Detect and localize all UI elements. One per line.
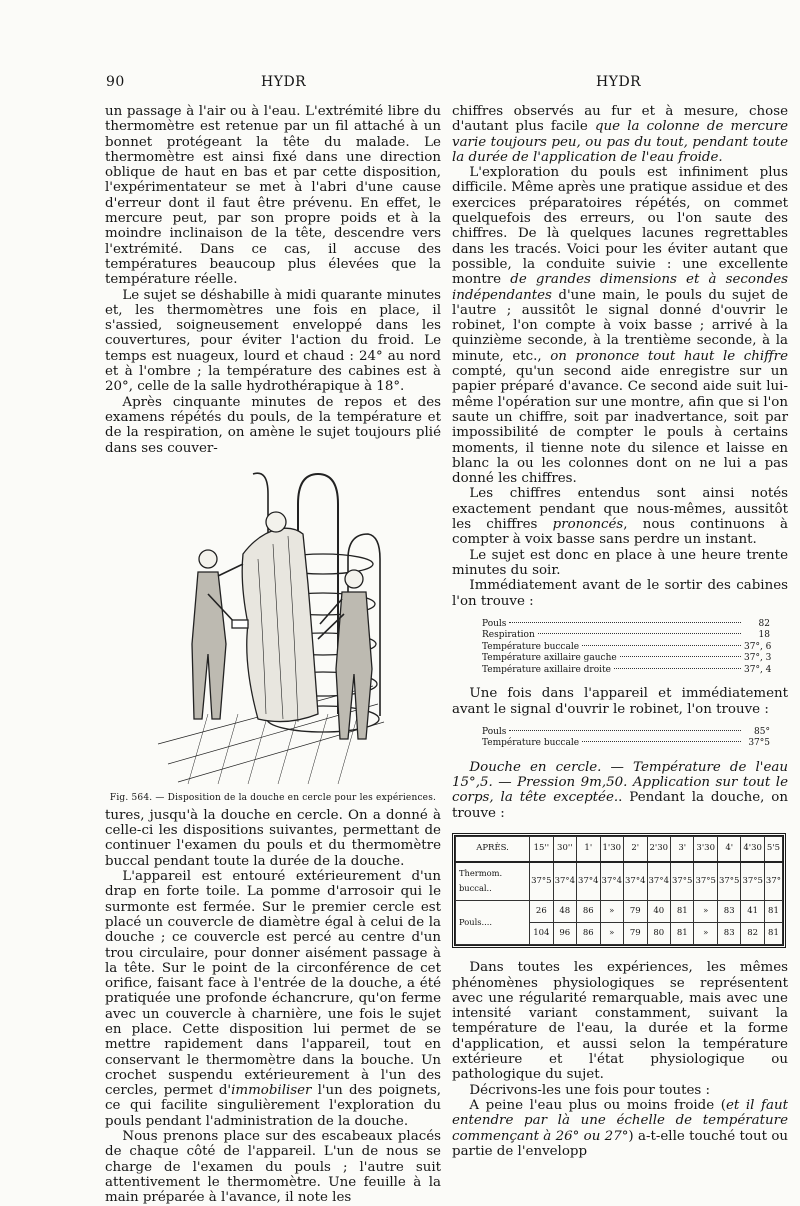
paragraph: chiffres observés au fur et à mesure, chose d'autant plus facile que la colonne de mercure varie toujours peu, ou pas du tout, pendant toute la durée de l'application de l'eau froide. xyxy=(452,104,789,165)
paragraph: Décrivons-les une fois pour toutes : xyxy=(469,1082,711,1098)
page-number: 90 xyxy=(106,74,125,90)
paragraph: L'exploration du pouls est infiniment plus difficile. Même après une pratique assidue et des exercices préparatoires répétés, on commet quelquefois des erreurs, ou l'on saute des chiffres. De là quelques lacunes regrettables dans les tracés. Voici pour les éviter autant que possible, la conduite suivie : une excellente montre de grandes dimensions et à secondes indépendantes d'une main, le pouls du sujet de l'autre ; aussitôt le signal donné d'ouvrir le robinet, l'on compte à voix basse ; arrivé à la quinzième seconde, à la trentième seconde, à la minute, etc., on prononce tout haut le chiffre compté, qu'un second aide enregistre sur un papier préparé d'avance. Ce second aide suit lui-même l'opération sur une montre, afin que si l'on saute un chiffre, soit par inadvertance, soit par impossibilité de compter le pouls à certains moments, il tienne note du silence et laisse en blanc la ou les colonnes dont on ne lui a pas donné les chiffres. xyxy=(452,165,788,487)
list-item: Respiration 18 xyxy=(482,630,770,641)
paragraph: Les chiffres entendus sont ainsi notés exactement pendant que nous-mêmes, aussitôt les chiffres prononcés, nous continuons à compter à voix basse sans perdre un instant. xyxy=(452,486,788,548)
paragraph: Immédiatement avant de le sortir des cabines l'on trouve : xyxy=(452,578,788,609)
table-row: Thermom. buccal.. 37°5 37°4 37°4 37°4 37°4 37°4 37°5 37°5 37°5 37°5 37° xyxy=(456,862,783,900)
list-item: Température buccale 37°, 6 xyxy=(482,641,772,652)
paragraph: Le sujet se déshabille à midi quarante minutes et, les thermomètres une fois en place, il s'assied, soigneusement enveloppé dans les couvertures, pour éviter l'action du froid. Le temps est nuageux, lourd et chaud : 24° au nord et à l'ombre ; la température des cabines est à 20°, celle de la salle hydrothérapique à 18°. xyxy=(105,287,441,395)
paragraph: Après cinquante minutes de repos et des examens répétés du pouls, de la température et de la respiration, on amène le sujet toujours plié dans ses couver- xyxy=(105,394,441,456)
figure-564 xyxy=(105,464,441,804)
running-title-right: HYDR xyxy=(596,74,642,90)
left-column xyxy=(105,104,441,1206)
paragraph: Dans toutes les expériences, les mêmes phénomènes physiologiques se représentent avec une régularité remarquable, mais avec une intensité variant constamment, suivant la température de l'eau, la durée et la forme d'application, et aussi selon la température extérieure et l'état physiologique ou pathologique du sujet. xyxy=(452,960,788,1083)
list-item: Température axillaire droite 37°, 4 xyxy=(482,664,772,675)
paragraph: un passage à l'air ou à l'eau. L'extrémité libre du thermomètre est retenue par un fil attaché à un bonnet protégeant la tête du malade. Le thermomètre est ainsi fixé dans une direction oblique de haut en bas et par cette disposition, l'expérimentateur se met à l'abri d'une cause d'erreur dont il faut être prévenu. En effet, le mercure peut, par son propre poids et à la moindre inclinaison de la tête, descendre vers l'extrémité. Dans ce cas, il accuse des températures beaucoup plus élevées que la température réelle. xyxy=(105,104,441,288)
observation-list-1 xyxy=(482,619,770,677)
paragraph: tures, jusqu'à la douche en cercle. On a donné à celle-ci les dispositions suivantes, permettant de continuer l'examen du pouls et du thermomètre buccal pendant toute la durée de la douche. xyxy=(105,807,441,869)
paragraph: Nous prenons place sur des escabeaux placés de chaque côté de l'appareil. L'un de nous se charge de l'examen du pouls ; l'autre suit attentivement le thermomètre. Une feuille à la main préparée à l'avance, il note les xyxy=(105,1129,441,1206)
paragraph: Douche en cercle. — Température de l'eau 15°,5. — Pression 9m,50. Application sur tout le corps, la tête exceptée.. Pendant la douche, on trouve : xyxy=(452,759,788,821)
list-item: Température axillaire gauche 37°, 3 xyxy=(482,653,772,664)
engraving-circle-shower xyxy=(148,464,398,789)
table-row: 104 96 86 » 79 80 81 » 83 82 81 xyxy=(456,922,783,944)
figure-caption: Fig. 564. — Disposition de la douche en cercle pour les expériences. xyxy=(109,792,437,803)
table-header-row: APRÈS. 15'' 30'' 1' 1'30 2' 2'30 3' 3'30 4' 4'30 5'5 xyxy=(456,837,783,863)
running-header xyxy=(0,74,800,94)
list-item: Température buccale 37°5 xyxy=(482,738,770,749)
measurement-table xyxy=(452,833,786,948)
right-column xyxy=(452,104,788,1159)
observation-list-2 xyxy=(482,727,770,750)
paragraph: L'appareil est entouré extérieurement d'un drap en forte toile. La pomme d'arrosoir qui le surmonte est fermée. Sur le premier cercle est placé un couvercle de diamètre égal à celui de la douche ; ce couvercle est percé au centre d'un trou circulaire, pour donner aisément passage à la tête. Sur le point de la circonférence de cet orifice, faisant face à l'entrée de la douche, a été pratiquée une profonde échancrure, qu'on ferme avec un couvercle à charnière, une fois le sujet en place. Cette disposition lui permet de se mettre rapidement dans l'appareil, tout en conservant le thermomètre dans la bouche. Un crochet suspendu extérieurement à l'un des cercles, permet d'immobiliser l'un des poignets, ce qui facilite singulièrement l'exploration du pouls pendant l'administration de la douche. xyxy=(105,869,441,1129)
list-item: Pouls 82 xyxy=(482,618,770,629)
list-item: Pouls 85° xyxy=(482,726,770,737)
running-title-left: HYDR xyxy=(261,74,307,90)
paragraph: A peine l'eau plus ou moins froide (et il faut entendre par là une échelle de température commençant à 26° ou 27°) a-t-elle touché tout ou partie de l'envelopp xyxy=(452,1097,788,1159)
paragraph: Le sujet est donc en place à une heure trente minutes du soir. xyxy=(452,547,788,578)
table-row: Pouls.... 26 48 86 » 79 40 81 » 83 41 81 xyxy=(456,900,783,922)
paragraph: Une fois dans l'appareil et immédiatement avant le signal d'ouvrir le robinet, l'on trouve : xyxy=(452,686,788,717)
